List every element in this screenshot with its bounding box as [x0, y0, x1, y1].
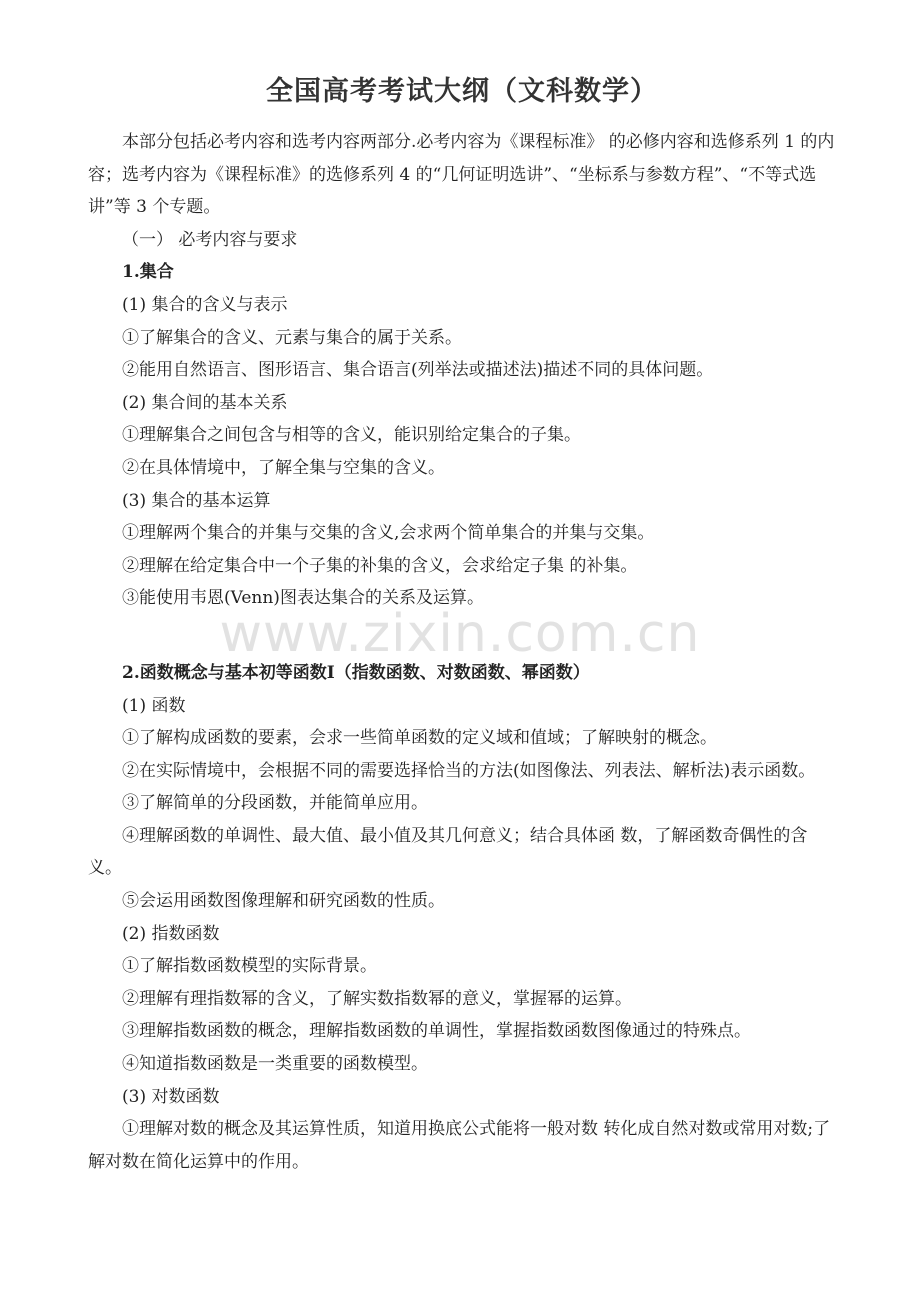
section-line: ①了解构成函数的要素，会求一些简单函数的定义域和值域；了解映射的概念。	[122, 728, 717, 749]
section-line: ①理解两个集合的并集与交集的含义,会求两个简单集合的并集与交集。	[122, 523, 655, 544]
section-heading-sets: 1.集合	[122, 262, 174, 283]
section-line: (1) 函数	[122, 695, 186, 716]
section-line: ①了解集合的含义、元素与集合的属于关系。	[122, 327, 462, 348]
section-line: (3) 对数函数	[122, 1086, 220, 1107]
section-line: ②理解在给定集合中一个子集的补集的含义，会求给定子集 的补集。	[122, 555, 638, 576]
section-line: (2) 集合间的基本关系	[122, 392, 288, 413]
part-heading: （一） 必考内容与要求	[122, 229, 298, 250]
watermark: www.zixin.com.cn	[219, 604, 701, 664]
section-line: (2) 指数函数	[122, 923, 220, 944]
section-line: ①了解指数函数模型的实际背景。	[122, 956, 377, 977]
section-line: ④知道指数函数是一类重要的函数模型。	[122, 1054, 428, 1075]
section-line: ①理解对数的概念及其运算性质，知道用换底公式能将一般对数 转化成自然对数或常用对数;了解对数在简化运算中的作用。	[88, 1119, 831, 1172]
section-line: ③能使用韦恩(Venn)图表达集合的关系及运算。	[122, 588, 484, 609]
section-line: ③了解简单的分段函数，并能简单应用。	[122, 793, 428, 814]
section-line: ②在具体情境中，了解全集与空集的含义。	[122, 457, 445, 478]
section-line: (1) 集合的含义与表示	[122, 294, 288, 315]
section-line: ④理解函数的单调性、最大值、最小值及其几何意义；结合具体函 数，了解函数奇偶性的含义。	[88, 825, 808, 879]
section-line: ⑤会运用函数图像理解和研究函数的性质。	[122, 891, 445, 912]
section-line: ①理解集合之间包含与相等的含义，能识别给定集合的子集。	[122, 425, 581, 446]
section-spacer	[88, 615, 836, 657]
document-content	[88, 72, 836, 1178]
intro-paragraph: 本部分包括必考内容和选考内容两部分.必考内容为《课程标准》 的必修内容和选修系列 1 的内容；选考内容为《课程标准》的选修系列 4 的“几何证明选讲”、“坐标系与参数方程”、“不等式选讲”等 3 个专题。	[88, 132, 835, 218]
section-heading-functions: 2.函数概念与基本初等函数Ⅰ（指数函数、对数函数、幂函数）	[122, 662, 590, 683]
section-line: ②能用自然语言、图形语言、集合语言(列举法或描述法)描述不同的具体问题。	[122, 360, 714, 381]
section-line: ②理解有理指数幂的含义，了解实数指数幂的意义，掌握幂的运算。	[122, 988, 632, 1009]
section-line: ③理解指数函数的概念，理解指数函数的单调性，掌握指数函数图像通过的特殊点。	[122, 1021, 751, 1042]
document-title: 全国高考考试大纲（文科数学）	[266, 76, 658, 107]
section-line: (3) 集合的基本运算	[122, 490, 271, 511]
section-line: ②在实际情境中，会根据不同的需要选择恰当的方法(如图像法、列表法、解析法)表示函数。	[122, 760, 816, 781]
